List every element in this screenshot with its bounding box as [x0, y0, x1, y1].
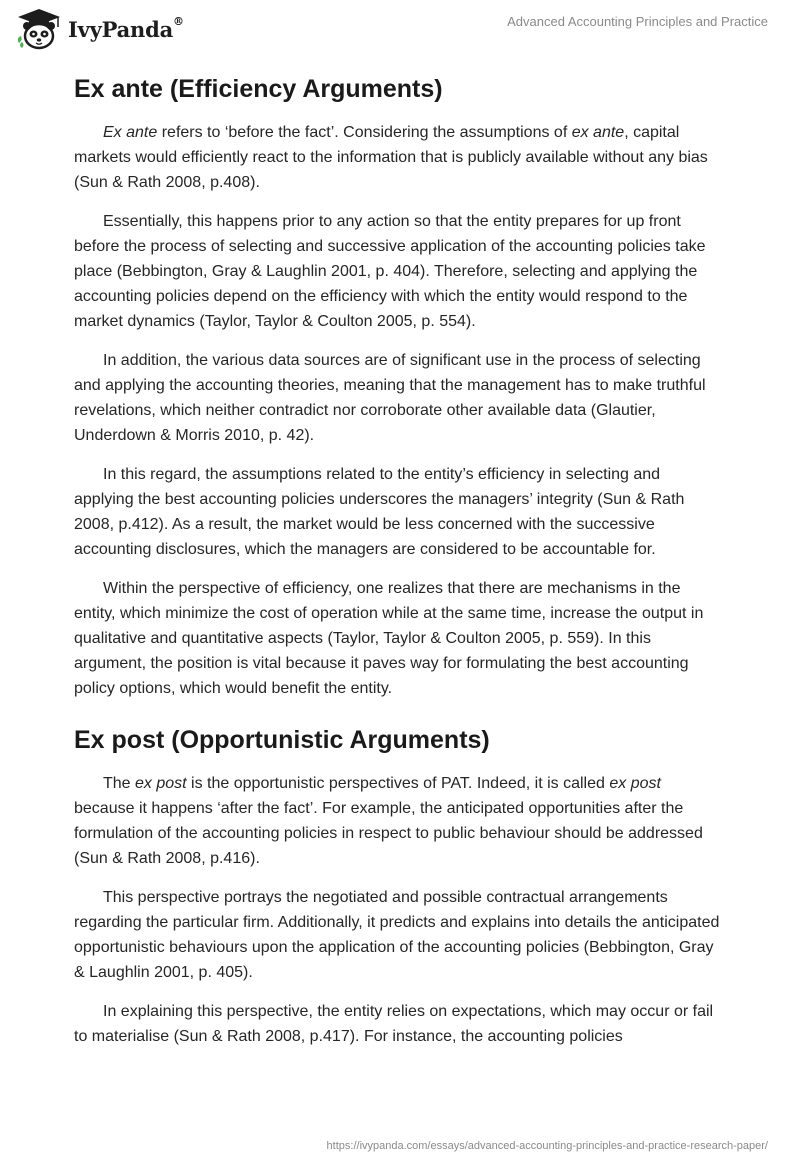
section-heading-ex-ante: Ex ante (Efficiency Arguments) — [74, 75, 443, 103]
brand-name: IvyPanda® — [68, 14, 184, 42]
source-url[interactable]: https://ivypanda.com/essays/advanced-accounting-principles-and-practice-research-paper/ — [326, 1140, 768, 1152]
paragraph: Essentially, this happens prior to any action so that the entity prepares for up front before the process of selecting and successive application of the accounting policies take place (Bebbington, Gray & Laughlin 2001, p. 404). Therefore, selecting and applying the accounting policies depend on the efficiency with which the entity would respond to the market dynamics (Taylor, Taylor & Coulton 2005, p. 554). — [74, 213, 706, 330]
document-title: Advanced Accounting Principles and Practice — [507, 14, 768, 29]
paragraph: Ex ante refers to ‘before the fact’. Considering the assumptions of ex ante, capital markets would efficiently react to the information that is publicly available without any bias (Sun & Rath 2008, p.408). — [74, 124, 708, 191]
brand-logo[interactable] — [14, 7, 184, 51]
paragraph: Within the perspective of efficiency, one realizes that there are mechanisms in the entity, which minimize the cost of operation while at the same time, increase the output in qualitative and quantitative aspects (Taylor, Taylor & Coulton 2005, p. 559). In this argument, the position is vital because it paves way for formulating the best accounting policy options, which would benefit the entity. — [74, 580, 704, 697]
paragraph: The ex post is the opportunistic perspectives of PAT. Indeed, it is called ex post because it happens ‘after the fact’. For example, the anticipated opportunities after the formulation of the accounting policies in respect to public behaviour should be addressed (Sun & Rath 2008, p.416). — [74, 775, 703, 867]
page-header — [0, 0, 800, 70]
panda-graduate-icon — [14, 7, 64, 51]
paragraph: In addition, the various data sources are of significant use in the process of selecting and applying the accounting theories, meaning that the management has to make truthful revelations, which neither contradict nor corroborate other available data (Glautier, Underdown & Morris 2010, p. 42). — [74, 352, 706, 444]
paragraph: This perspective portrays the negotiated and possible contractual arrangements regarding the particular firm. Additionally, it predicts and explains into details the anticipated opportunistic behaviours upon the application of the accounting policies (Bebbington, Gray & Laughlin 2001, p. 405). — [74, 889, 720, 981]
paragraph: In this regard, the assumptions related to the entity’s efficiency in selecting and applying the best accounting policies underscores the managers’ integrity (Sun & Rath 2008, p.412). As a result, the market would be less concerned with the successive accounting disclosures, which the managers are considered to be accountable for. — [74, 466, 685, 558]
paragraph: In explaining this perspective, the entity relies on expectations, which may occur or fail to materialise (Sun & Rath 2008, p.417). For instance, the accounting policies — [74, 1003, 714, 1045]
section-heading-ex-post: Ex post (Opportunistic Arguments) — [74, 726, 490, 754]
essay-body — [74, 72, 724, 1063]
